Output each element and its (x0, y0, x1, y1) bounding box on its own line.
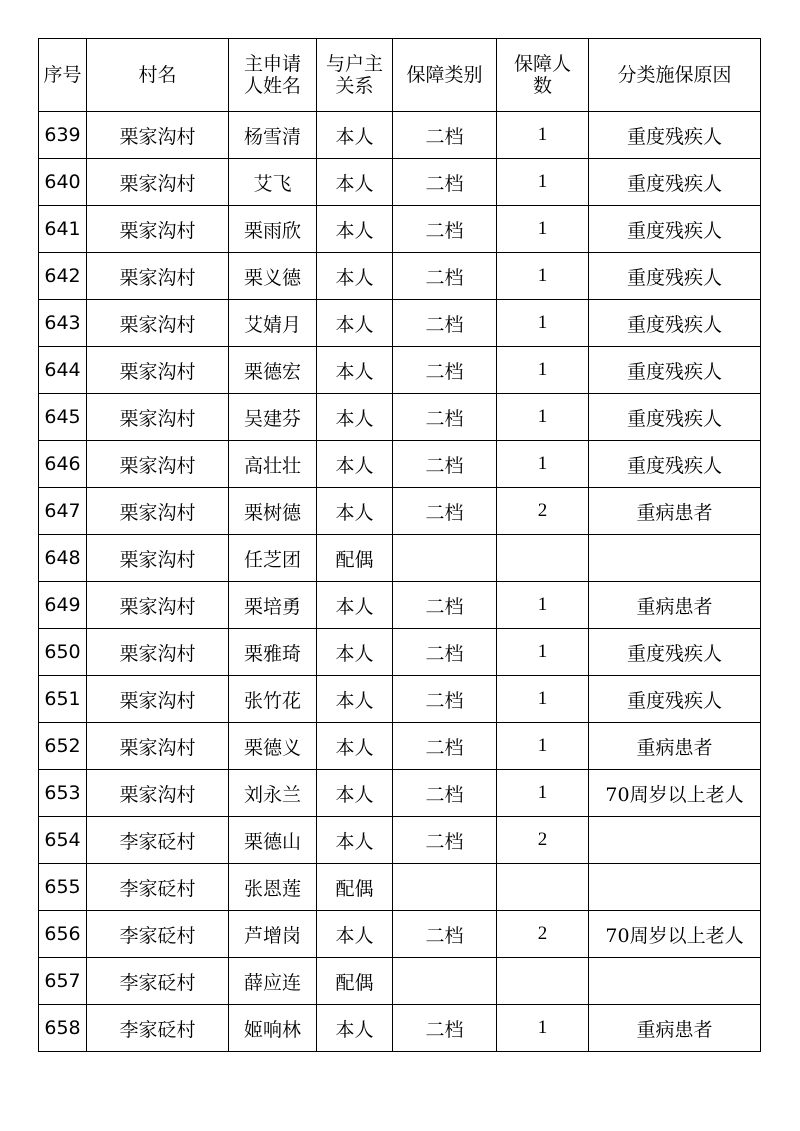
cell-village: 栗家沟村 (87, 582, 229, 629)
header-village: 村名 (87, 39, 229, 112)
table-row (39, 253, 761, 300)
cell-index: 654 (39, 817, 87, 864)
cell-count: 2 (497, 817, 589, 864)
cell-reason: 70周岁以上老人 (589, 911, 761, 958)
cell-reason: 重病患者 (589, 488, 761, 535)
cell-count (497, 535, 589, 582)
cell-category: 二档 (393, 159, 497, 206)
header-reason: 分类施保原因 (589, 39, 761, 112)
cell-index: 652 (39, 723, 87, 770)
cell-index: 643 (39, 300, 87, 347)
cell-relation: 本人 (317, 676, 393, 723)
cell-village: 栗家沟村 (87, 206, 229, 253)
cell-applicant: 栗德山 (229, 817, 317, 864)
cell-relation: 本人 (317, 394, 393, 441)
cell-relation: 本人 (317, 817, 393, 864)
cell-applicant: 芦增岗 (229, 911, 317, 958)
cell-count (497, 958, 589, 1005)
table-row (39, 488, 761, 535)
cell-applicant: 任芝团 (229, 535, 317, 582)
cell-relation: 本人 (317, 206, 393, 253)
cell-category: 二档 (393, 206, 497, 253)
cell-index: 651 (39, 676, 87, 723)
cell-count: 1 (497, 676, 589, 723)
cell-count: 1 (497, 629, 589, 676)
cell-index: 646 (39, 441, 87, 488)
cell-relation: 本人 (317, 911, 393, 958)
cell-relation: 本人 (317, 582, 393, 629)
cell-count: 1 (497, 582, 589, 629)
cell-index: 647 (39, 488, 87, 535)
cell-count: 2 (497, 911, 589, 958)
cell-category: 二档 (393, 723, 497, 770)
table-row (39, 535, 761, 582)
cell-category: 二档 (393, 347, 497, 394)
cell-count: 1 (497, 441, 589, 488)
cell-reason (589, 817, 761, 864)
cell-relation: 本人 (317, 770, 393, 817)
cell-count: 2 (497, 488, 589, 535)
cell-category: 二档 (393, 911, 497, 958)
table-row (39, 723, 761, 770)
cell-relation: 本人 (317, 300, 393, 347)
cell-applicant: 栗德义 (229, 723, 317, 770)
cell-category: 二档 (393, 253, 497, 300)
cell-village: 栗家沟村 (87, 535, 229, 582)
header-category: 保障类别 (393, 39, 497, 112)
cell-reason (589, 535, 761, 582)
cell-category: 二档 (393, 1005, 497, 1052)
cell-reason: 重度残疾人 (589, 347, 761, 394)
table-row (39, 770, 761, 817)
cell-count: 1 (497, 770, 589, 817)
cell-village: 李家砭村 (87, 817, 229, 864)
cell-index: 640 (39, 159, 87, 206)
cell-category: 二档 (393, 112, 497, 159)
cell-category: 二档 (393, 441, 497, 488)
cell-applicant: 栗义德 (229, 253, 317, 300)
cell-relation: 本人 (317, 253, 393, 300)
cell-applicant: 艾飞 (229, 159, 317, 206)
cell-count: 1 (497, 300, 589, 347)
cell-relation: 配偶 (317, 535, 393, 582)
cell-village: 栗家沟村 (87, 723, 229, 770)
cell-applicant: 栗雨欣 (229, 206, 317, 253)
cell-relation: 配偶 (317, 864, 393, 911)
cell-reason: 重度残疾人 (589, 629, 761, 676)
cell-village: 栗家沟村 (87, 394, 229, 441)
cell-applicant: 姬响林 (229, 1005, 317, 1052)
header-relation: 与户主关系 (317, 39, 393, 112)
cell-village: 李家砭村 (87, 864, 229, 911)
cell-reason: 重度残疾人 (589, 676, 761, 723)
cell-applicant: 艾婧月 (229, 300, 317, 347)
cell-reason: 重病患者 (589, 582, 761, 629)
cell-count: 1 (497, 723, 589, 770)
cell-relation: 本人 (317, 347, 393, 394)
cell-index: 658 (39, 1005, 87, 1052)
cell-applicant: 高壮壮 (229, 441, 317, 488)
cell-applicant: 杨雪清 (229, 112, 317, 159)
cell-index: 649 (39, 582, 87, 629)
cell-village: 栗家沟村 (87, 488, 229, 535)
cell-applicant: 张竹花 (229, 676, 317, 723)
cell-applicant: 吴建芬 (229, 394, 317, 441)
table-row (39, 300, 761, 347)
cell-category: 二档 (393, 300, 497, 347)
cell-village: 栗家沟村 (87, 347, 229, 394)
cell-reason: 重度残疾人 (589, 253, 761, 300)
cell-count (497, 864, 589, 911)
cell-count: 1 (497, 159, 589, 206)
cell-count: 1 (497, 1005, 589, 1052)
cell-applicant: 栗培勇 (229, 582, 317, 629)
header-index: 序号 (39, 39, 87, 112)
cell-reason: 重度残疾人 (589, 206, 761, 253)
cell-index: 644 (39, 347, 87, 394)
cell-category: 二档 (393, 582, 497, 629)
cell-reason: 重度残疾人 (589, 394, 761, 441)
table-row (39, 582, 761, 629)
cell-reason: 重度残疾人 (589, 159, 761, 206)
cell-reason (589, 958, 761, 1005)
cell-relation: 配偶 (317, 958, 393, 1005)
cell-count: 1 (497, 112, 589, 159)
cell-index: 648 (39, 535, 87, 582)
cell-index: 639 (39, 112, 87, 159)
table-row (39, 864, 761, 911)
cell-category: 二档 (393, 770, 497, 817)
cell-relation: 本人 (317, 723, 393, 770)
cell-reason: 重病患者 (589, 1005, 761, 1052)
cell-village: 李家砭村 (87, 911, 229, 958)
cell-relation: 本人 (317, 488, 393, 535)
cell-reason: 70周岁以上老人 (589, 770, 761, 817)
cell-village: 栗家沟村 (87, 770, 229, 817)
table-row (39, 159, 761, 206)
cell-index: 653 (39, 770, 87, 817)
table-row (39, 817, 761, 864)
cell-reason: 重度残疾人 (589, 300, 761, 347)
cell-category: 二档 (393, 394, 497, 441)
cell-reason: 重病患者 (589, 723, 761, 770)
cell-village: 栗家沟村 (87, 676, 229, 723)
table-row (39, 676, 761, 723)
cell-relation: 本人 (317, 629, 393, 676)
cell-applicant: 薛应连 (229, 958, 317, 1005)
cell-relation: 本人 (317, 1005, 393, 1052)
cell-index: 657 (39, 958, 87, 1005)
header-count: 保障人数 (497, 39, 589, 112)
cell-count: 1 (497, 394, 589, 441)
cell-reason: 重度残疾人 (589, 441, 761, 488)
cell-village: 栗家沟村 (87, 112, 229, 159)
cell-village: 李家砭村 (87, 958, 229, 1005)
cell-village: 栗家沟村 (87, 253, 229, 300)
header-row (39, 39, 761, 112)
cell-category: 二档 (393, 629, 497, 676)
cell-applicant: 张恩莲 (229, 864, 317, 911)
cell-category: 二档 (393, 676, 497, 723)
header-applicant: 主申请人姓名 (229, 39, 317, 112)
cell-count: 1 (497, 253, 589, 300)
table-row (39, 206, 761, 253)
cell-reason (589, 864, 761, 911)
table-row (39, 1005, 761, 1052)
cell-applicant: 栗树德 (229, 488, 317, 535)
cell-village: 栗家沟村 (87, 300, 229, 347)
cell-village: 李家砭村 (87, 1005, 229, 1052)
cell-relation: 本人 (317, 159, 393, 206)
cell-applicant: 栗雅琦 (229, 629, 317, 676)
assistance-table (38, 38, 761, 1052)
cell-category (393, 535, 497, 582)
cell-category: 二档 (393, 817, 497, 864)
table-row (39, 112, 761, 159)
cell-index: 656 (39, 911, 87, 958)
table-row (39, 911, 761, 958)
cell-index: 645 (39, 394, 87, 441)
cell-village: 栗家沟村 (87, 629, 229, 676)
cell-count: 1 (497, 347, 589, 394)
cell-relation: 本人 (317, 112, 393, 159)
cell-applicant: 刘永兰 (229, 770, 317, 817)
cell-index: 642 (39, 253, 87, 300)
table-row (39, 441, 761, 488)
cell-index: 655 (39, 864, 87, 911)
cell-count: 1 (497, 206, 589, 253)
table-row (39, 394, 761, 441)
cell-reason: 重度残疾人 (589, 112, 761, 159)
cell-index: 650 (39, 629, 87, 676)
table-row (39, 958, 761, 1005)
cell-relation: 本人 (317, 441, 393, 488)
table-row (39, 629, 761, 676)
cell-index: 641 (39, 206, 87, 253)
cell-category (393, 864, 497, 911)
cell-applicant: 栗德宏 (229, 347, 317, 394)
table-row (39, 347, 761, 394)
cell-village: 栗家沟村 (87, 159, 229, 206)
cell-village: 栗家沟村 (87, 441, 229, 488)
cell-category (393, 958, 497, 1005)
cell-category: 二档 (393, 488, 497, 535)
